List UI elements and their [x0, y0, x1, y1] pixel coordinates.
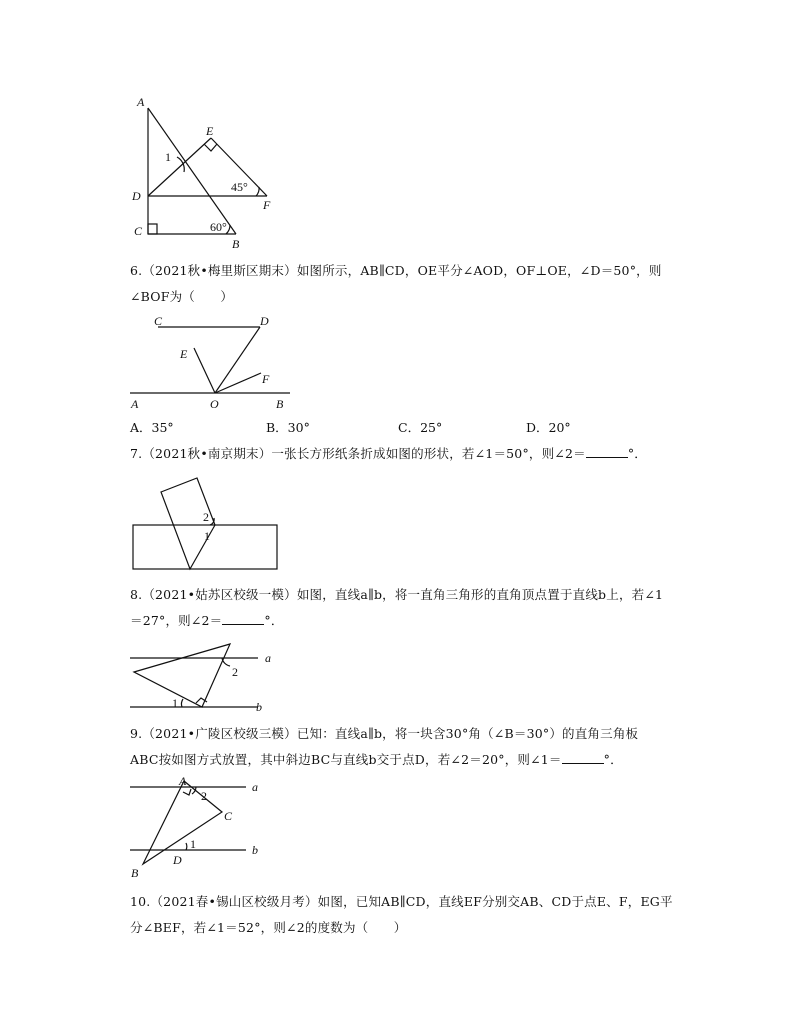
- answer-blank[interactable]: [222, 610, 264, 625]
- label-angle-2: 2: [232, 665, 238, 679]
- label-e: E: [206, 124, 214, 138]
- problem-10-line-1: 10.（2021春•锡山区校级月考）如图，已知AB∥CD，直线EF分别交AB、CD于点E、F，EG平: [130, 894, 673, 909]
- label-b: B: [276, 397, 284, 411]
- option-c[interactable]: C．25°: [398, 420, 443, 435]
- label-o: O: [210, 397, 219, 411]
- angle-arc-1: [181, 699, 183, 707]
- label-a: A: [131, 397, 139, 411]
- label-d: D: [260, 314, 269, 328]
- label-c: C: [134, 224, 143, 238]
- label-angle-60: 60°: [210, 220, 227, 234]
- label-a-line: a: [252, 780, 258, 794]
- figure-problem-7: [126, 474, 286, 574]
- label-a: a: [265, 651, 271, 665]
- figure-problem-5: [126, 92, 286, 256]
- problem-8-line-2: ＝27°，则∠2＝ °．: [130, 608, 690, 634]
- label-c: C: [224, 809, 233, 823]
- label-angle-1: 1: [190, 837, 196, 851]
- problem-6-line-2: ∠BOF为（ ）: [130, 289, 234, 304]
- right-triangle: [134, 644, 230, 707]
- problem-6-options: [130, 418, 690, 438]
- problem-9-line-1: 9.（2021•广陵区校级三模）已知：直线a∥b，将一块含30°角（∠B＝30°）的直角三角板: [130, 726, 639, 741]
- label-angle-45: 45°: [231, 180, 248, 194]
- problem-6-line-1: 6.（2021秋•梅里斯区期末）如图所示，AB∥CD，OE平分∠AOD，OF⊥OE，∠D＝50°，则: [130, 263, 662, 278]
- segment-ab: [148, 108, 236, 234]
- answer-blank[interactable]: [562, 749, 604, 764]
- option-a[interactable]: A．35°: [130, 420, 174, 435]
- label-f: F: [263, 198, 271, 212]
- label-angle-2: 2: [203, 510, 209, 524]
- right-angle-mark-e: [204, 144, 217, 151]
- triangle-abc: [143, 781, 222, 864]
- segment-de: [148, 138, 211, 196]
- problem-7: [130, 441, 690, 467]
- ray-oe: [194, 348, 215, 393]
- label-e: E: [180, 347, 188, 361]
- option-d[interactable]: D．20°: [526, 420, 571, 435]
- right-angle-mark-c: [148, 224, 157, 234]
- figure-problem-8: [126, 640, 286, 716]
- problem-6: [130, 258, 690, 310]
- label-angle-1: 1: [172, 696, 178, 710]
- label-b: B: [232, 237, 240, 251]
- angle-arc-2: [210, 518, 214, 525]
- label-d: D: [132, 189, 141, 203]
- problem-9: [130, 721, 690, 773]
- label-a: A: [137, 95, 145, 109]
- label-angle-1: 1: [204, 529, 210, 543]
- angle-arc-1: [186, 843, 187, 850]
- label-d: D: [173, 853, 182, 867]
- label-b: B: [131, 866, 139, 880]
- problem-8-line-1: 8.（2021•姑苏区校级一模）如图，直线a∥b，将一直角三角形的直角顶点置于直线b上，若∠1: [130, 587, 664, 602]
- option-b[interactable]: B．30°: [266, 420, 310, 435]
- answer-blank[interactable]: [586, 443, 628, 458]
- label-a: A: [179, 774, 187, 788]
- problem-9-line-2: ABC按如图方式放置，其中斜边BC与直线b交于点D，若∠2＝20°，则∠1＝ °．: [130, 747, 690, 773]
- label-c: C: [154, 314, 163, 328]
- label-f: F: [262, 372, 270, 386]
- figure-problem-9: [126, 774, 286, 880]
- problem-8: [130, 582, 690, 634]
- right-angle-mark-a: [183, 789, 191, 795]
- figure-problem-6: [126, 310, 306, 414]
- label-b: b: [256, 700, 262, 714]
- label-angle-1: 1: [165, 150, 171, 164]
- problem-7-line-1: 7.（2021秋•南京期末）一张长方形纸条折成如图的形状，若∠1＝50°，则∠2＝ °．: [130, 441, 690, 467]
- problem-10-line-2: 分∠BEF，若∠1＝52°，则∠2的度数为（ ）: [130, 920, 407, 935]
- problem-10: [130, 889, 690, 941]
- angle-arc-45: [256, 187, 259, 196]
- label-angle-2: 2: [201, 789, 207, 803]
- label-b-line: b: [252, 843, 258, 857]
